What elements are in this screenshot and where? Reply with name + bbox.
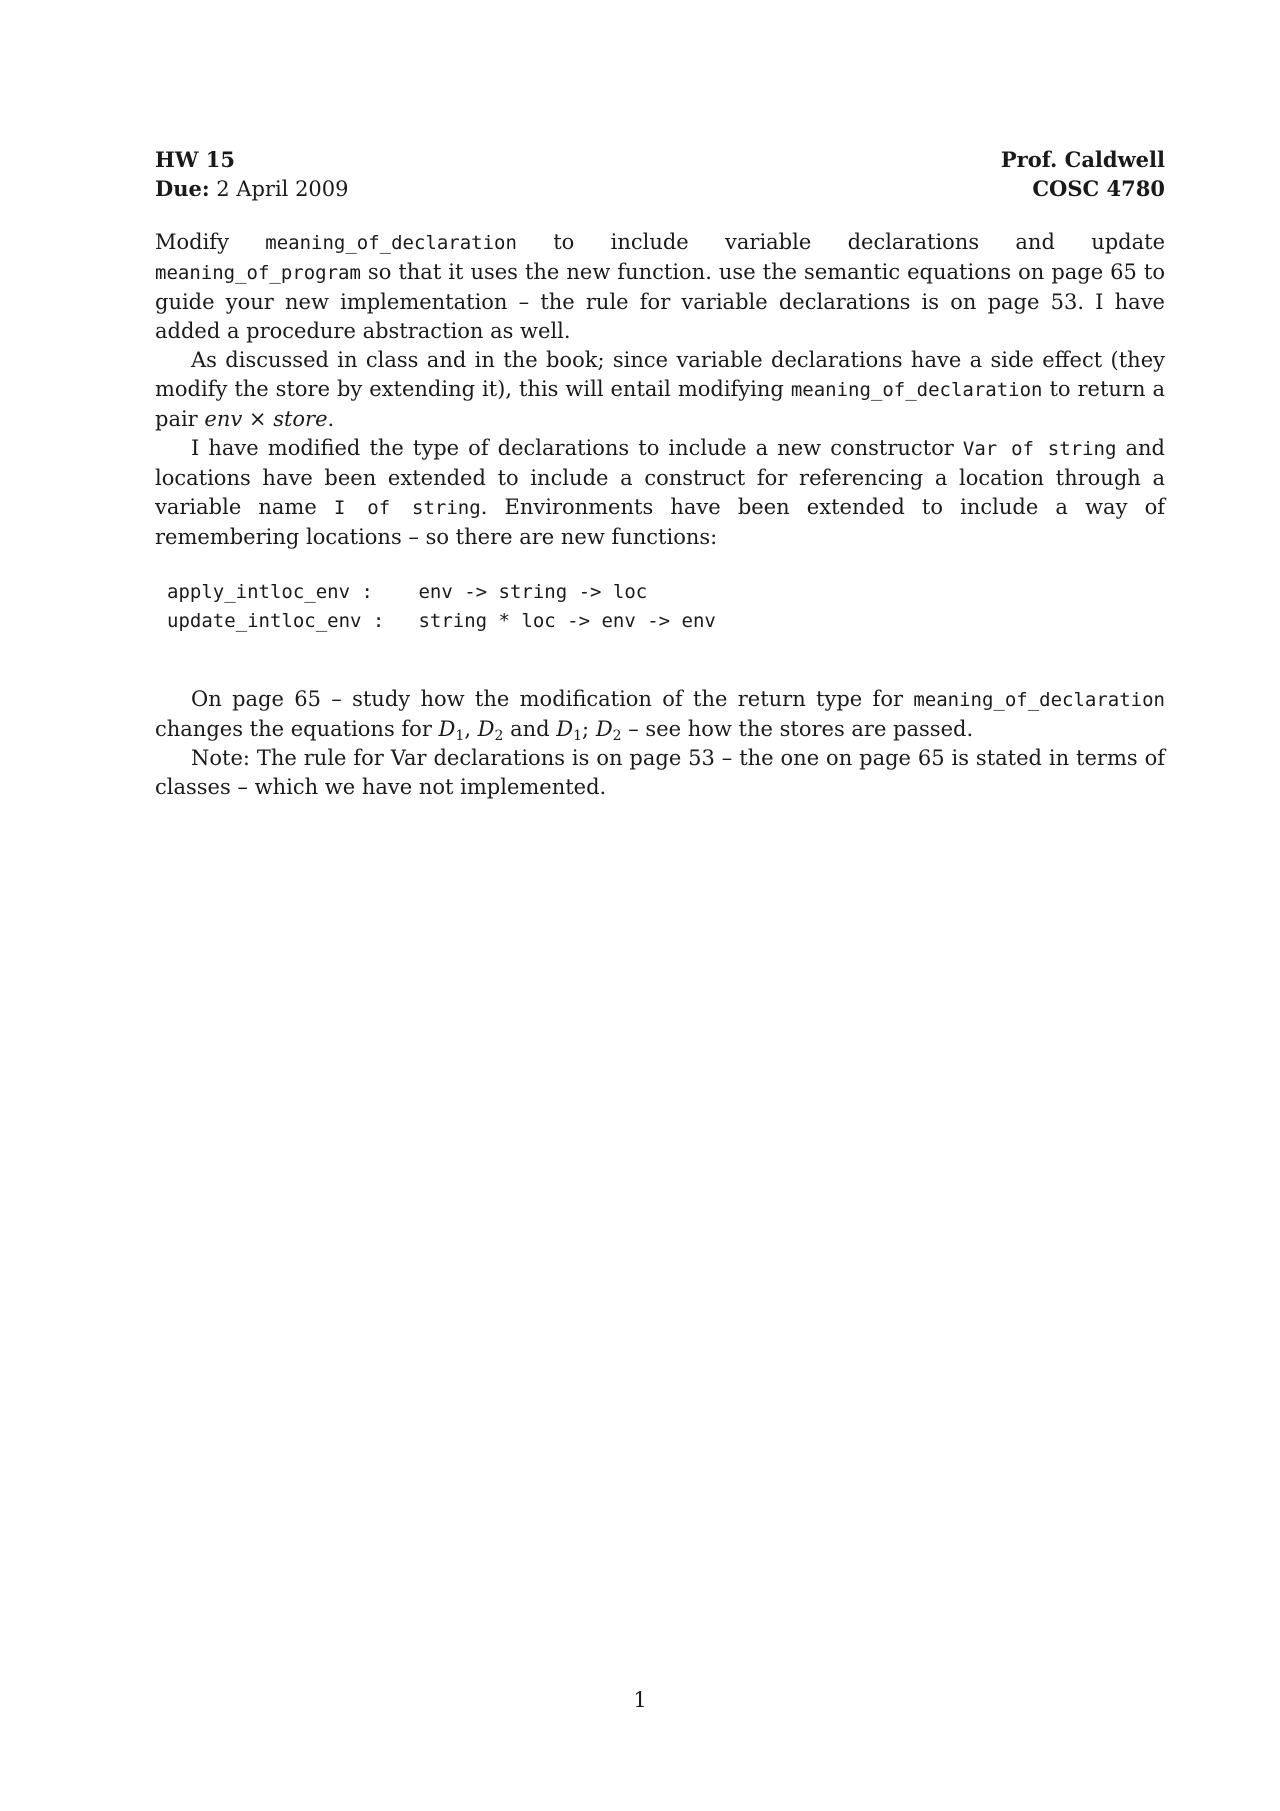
code-span: meaning_of_declaration xyxy=(913,689,1165,711)
header-right xyxy=(1001,145,1165,204)
due-line xyxy=(155,174,349,204)
text-span: , xyxy=(464,717,478,741)
math-subscript: 1 xyxy=(455,728,465,744)
text-span: As discussed in class and in the book; since variable declarations have a side effect (they modify the store by extending it), this will entail modifying xyxy=(155,348,1165,401)
due-label: Due: xyxy=(155,176,210,201)
text-span: so that it uses the new function. use the semantic equations on page 65 to guide your new implementation – the rule for variable declarations is on page 53. I have added a procedure abstraction as well. xyxy=(155,260,1165,343)
code-signature: env -> string -> loc xyxy=(407,581,648,603)
text-span: and locations have been extended to include a construct for referencing a location through a variable name xyxy=(155,436,1165,519)
text-span: to include variable declarations and update xyxy=(516,230,1165,254)
code-function-name: update_intloc_env : xyxy=(167,610,385,632)
math-subscript: 1 xyxy=(573,728,583,744)
paragraph-2 xyxy=(155,346,1165,434)
text-span: Modify xyxy=(155,230,266,254)
header-left xyxy=(155,145,349,204)
professor-name: Prof. Caldwell xyxy=(1000,147,1165,172)
text-span: × xyxy=(242,407,274,431)
code-line xyxy=(167,607,1165,636)
text-span: On page 65 – study how the modification of the return type for xyxy=(191,687,914,711)
math-subscript: 2 xyxy=(612,728,622,744)
paragraph-5: Note: The rule for Var declarations is on page 53 – the one on page 65 is stated in terms of classes – which we have not implemented. xyxy=(155,746,1165,799)
text-span: ; xyxy=(582,717,596,741)
paragraph-4 xyxy=(155,685,1165,744)
text-span: – see how the stores are passed. xyxy=(621,717,974,741)
code-span: meaning_of_declaration xyxy=(265,232,517,254)
code-signature: string * loc -> env -> env xyxy=(407,610,716,632)
math-span: D xyxy=(438,717,456,741)
header xyxy=(155,145,1165,204)
paragraph-1 xyxy=(155,228,1165,346)
math-span: env xyxy=(204,407,243,431)
code-line xyxy=(167,578,1165,607)
code-block xyxy=(167,578,1165,636)
math-subscript: 2 xyxy=(494,728,504,744)
page-number: 1 xyxy=(633,1688,647,1712)
math-span: store xyxy=(273,407,328,431)
code-span: meaning_of_declaration xyxy=(790,379,1043,401)
due-date: 2 April 2009 xyxy=(216,177,349,201)
text-span: . Environments have been extended to include a way of remembering locations – so there are new functions: xyxy=(155,495,1165,549)
hw-title: HW 15 xyxy=(155,147,235,172)
code-span: Var of string xyxy=(962,438,1117,460)
text-span: and xyxy=(503,717,557,741)
math-span: D xyxy=(477,717,495,741)
document-page xyxy=(155,145,1165,802)
math-span: D xyxy=(595,717,613,741)
text-span: changes the equations for xyxy=(155,717,439,741)
code-span: I of string xyxy=(333,497,481,519)
paragraph-3 xyxy=(155,434,1165,552)
text-span: . xyxy=(327,407,335,431)
code-span: meaning_of_program xyxy=(155,262,361,284)
math-span: D xyxy=(556,717,574,741)
text-span: I have modified the type of declarations to include a new constructor xyxy=(191,436,963,460)
text-span: to return a pair xyxy=(155,377,1165,431)
course-code: COSC 4780 xyxy=(1032,176,1165,201)
code-function-name: apply_intloc_env : xyxy=(167,581,373,603)
